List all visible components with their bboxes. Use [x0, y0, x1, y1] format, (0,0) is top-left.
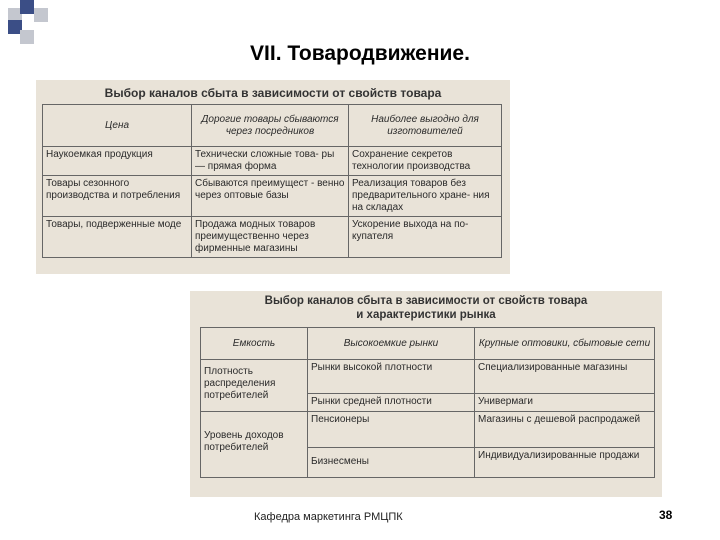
table1	[42, 104, 502, 258]
table2-header-3: Крупные оптовики, сбытовые сети	[475, 328, 655, 360]
table-row	[201, 412, 655, 448]
table-row	[43, 176, 502, 217]
table-cell: Рынки средней плотности	[308, 394, 475, 412]
table-row	[43, 147, 502, 176]
table2-header-2: Высокоемкие рынки	[308, 328, 475, 360]
table-cell: Магазины с дешевой распродажей	[475, 412, 655, 448]
table-cell: Индивидуализированные продажи	[475, 448, 655, 478]
table1-scan	[36, 80, 510, 274]
table2-header-1: Емкость	[201, 328, 308, 360]
table1-header-2: Дорогие товары сбываются через посредников	[192, 105, 349, 147]
table1-title: Выбор каналов сбыта в зависимости от свойств товара	[104, 86, 442, 100]
corner-square-grey-2	[34, 8, 48, 22]
table-cell: Сохранение секретов технологии производства	[349, 147, 502, 176]
table-cell: Продажа модных товаров преимущественно через фирменные магазины	[192, 217, 349, 258]
table-cell: Бизнесмены	[308, 448, 475, 478]
page-number: 38	[659, 508, 673, 522]
table-row	[43, 217, 502, 258]
table2-group-label: Уровень доходов потребителей	[201, 412, 308, 478]
table2-title: Выбор каналов сбыта в зависимости от свойств товара и характеристики рынка	[264, 295, 588, 321]
table2-scan	[190, 291, 662, 497]
table-cell: Товары сезонного производства и потребления	[43, 176, 192, 217]
slide-title: VII. Товародвижение.	[250, 42, 470, 65]
corner-square-blue-1	[20, 0, 34, 14]
table2-group-label: Плотность распределения потребителей	[201, 360, 308, 412]
table2	[200, 327, 655, 478]
table-cell: Пенсионеры	[308, 412, 475, 448]
slide-footer: Кафедра маркетинга РМЦПК	[254, 511, 403, 523]
table-cell: Универмаги	[475, 394, 655, 412]
table-cell: Ускорение выхода на по- купателя	[349, 217, 502, 258]
table-cell: Наукоемкая продукция	[43, 147, 192, 176]
table1-header-3: Наиболее выгодно для изготовителей	[349, 105, 502, 147]
table-cell: Технически сложные това- ры — прямая форма	[192, 147, 349, 176]
table-cell: Сбываются преимущест - венно через оптовые базы	[192, 176, 349, 217]
table-row	[201, 360, 655, 394]
table-cell: Реализация товаров без предварительного хране- ния на складах	[349, 176, 502, 217]
table-cell: Рынки высокой плотности	[308, 360, 475, 394]
table1-header-1: Цена	[43, 105, 192, 147]
table-cell: Товары, подверженные моде	[43, 217, 192, 258]
table-cell: Специализированные магазины	[475, 360, 655, 394]
